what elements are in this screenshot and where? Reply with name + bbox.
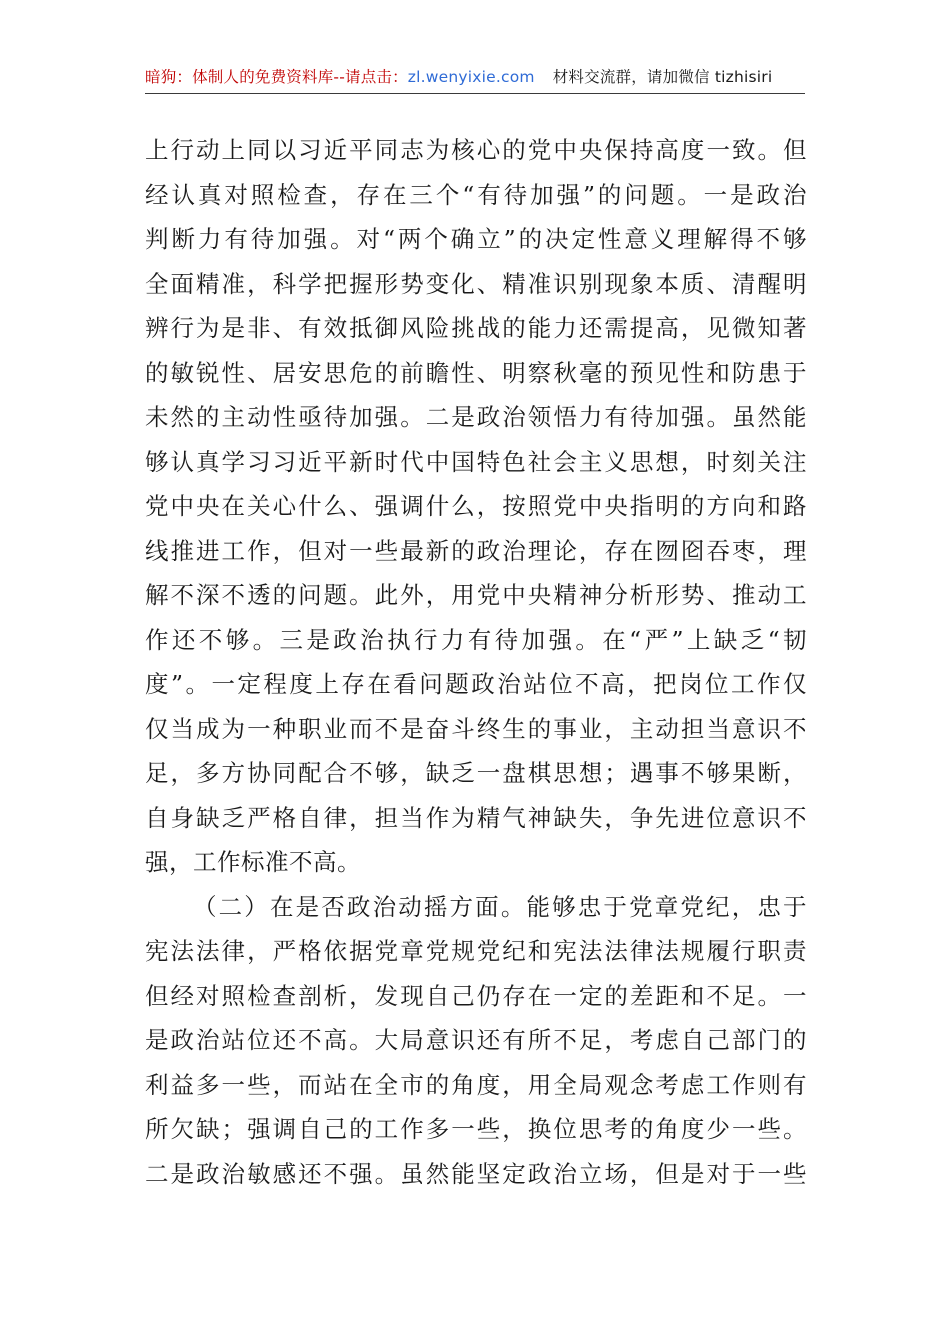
text-line: 仅当成为一种职业而不是奋斗终生的事业，主动担当意识不 [145, 714, 807, 743]
text-line: 全面精准，科学把握形势变化、精准识别现象本质、清醒明 [145, 269, 807, 298]
text-line: 二是政治敏感还不强。虽然能坚定政治立场，但是对于一些 [145, 1159, 807, 1188]
section-heading-line: （二）在是否政治动摇方面。能够忠于党章党纪，忠于 [193, 892, 807, 921]
text-line: 所欠缺；强调自己的工作多一些，换位思考的角度少一些。 [145, 1115, 807, 1143]
text-line: 利益多一些，而站在全市的角度，用全局观念考虑工作则有 [145, 1070, 807, 1099]
header-divider [145, 93, 805, 94]
text-line: 线推进工作，但对一些最新的政治理论，存在囫囵吞枣，理 [145, 536, 807, 565]
header-link[interactable]: zl.wenyixie.com [407, 68, 535, 86]
text-line: 党中央在关心什么、强调什么，按照党中央指明的方向和路 [145, 492, 807, 520]
text-line: 够认真学习习近平新时代中国特色社会主义思想，时刻关注 [145, 447, 807, 476]
paragraph-end-line: 强，工作标准不高。 [145, 848, 361, 876]
text-line: 度”。一定程度上存在看问题政治站位不高，把岗位工作仅 [145, 670, 807, 698]
text-line: 作还不够。三是政治执行力有待加强。在“严”上缺乏“韧 [145, 625, 807, 654]
text-line: 经认真对照检查，存在三个“有待加强”的问题。一是政治 [145, 180, 807, 209]
text-line: 上行动上同以习近平同志为核心的党中央保持高度一致。但 [145, 136, 807, 164]
page-header [145, 62, 805, 92]
text-line: 判断力有待加强。对“两个确立”的决定性意义理解得不够 [145, 225, 807, 253]
header-wechat-note: 材料交流群，请加微信 tizhisiri [552, 68, 773, 86]
text-line: 自身缺乏严格自律，担当作为精气神缺失，争先进位意识不 [145, 803, 807, 832]
text-line: 是政治站位还不高。大局意识还有所不足，考虑自己部门的 [145, 1026, 807, 1054]
text-line: 但经对照检查剖析，发现自己仍存在一定的差距和不足。一 [145, 981, 807, 1010]
text-line: 辨行为是非、有效抵御风险挑战的能力还需提高，见微知著 [145, 314, 807, 342]
text-line: 未然的主动性亟待加强。二是政治领悟力有待加强。虽然能 [145, 403, 807, 431]
text-line: 解不深不透的问题。此外，用党中央精神分析形势、推动工 [145, 581, 807, 609]
text-line: 的敏锐性、居安思危的前瞻性、明察秋毫的预见性和防患于 [145, 358, 807, 387]
header-brand: 暗狗：体制人的免费资料库 [145, 68, 334, 86]
document-body [145, 128, 807, 1196]
header-link-prefix: --请点击： [333, 68, 408, 86]
text-line: 足，多方协同配合不够，缺乏一盘棋思想；遇事不够果断， [145, 759, 807, 787]
text-line: 宪法法律，严格依据党章党规党纪和宪法法律法规履行职责 [145, 937, 807, 965]
